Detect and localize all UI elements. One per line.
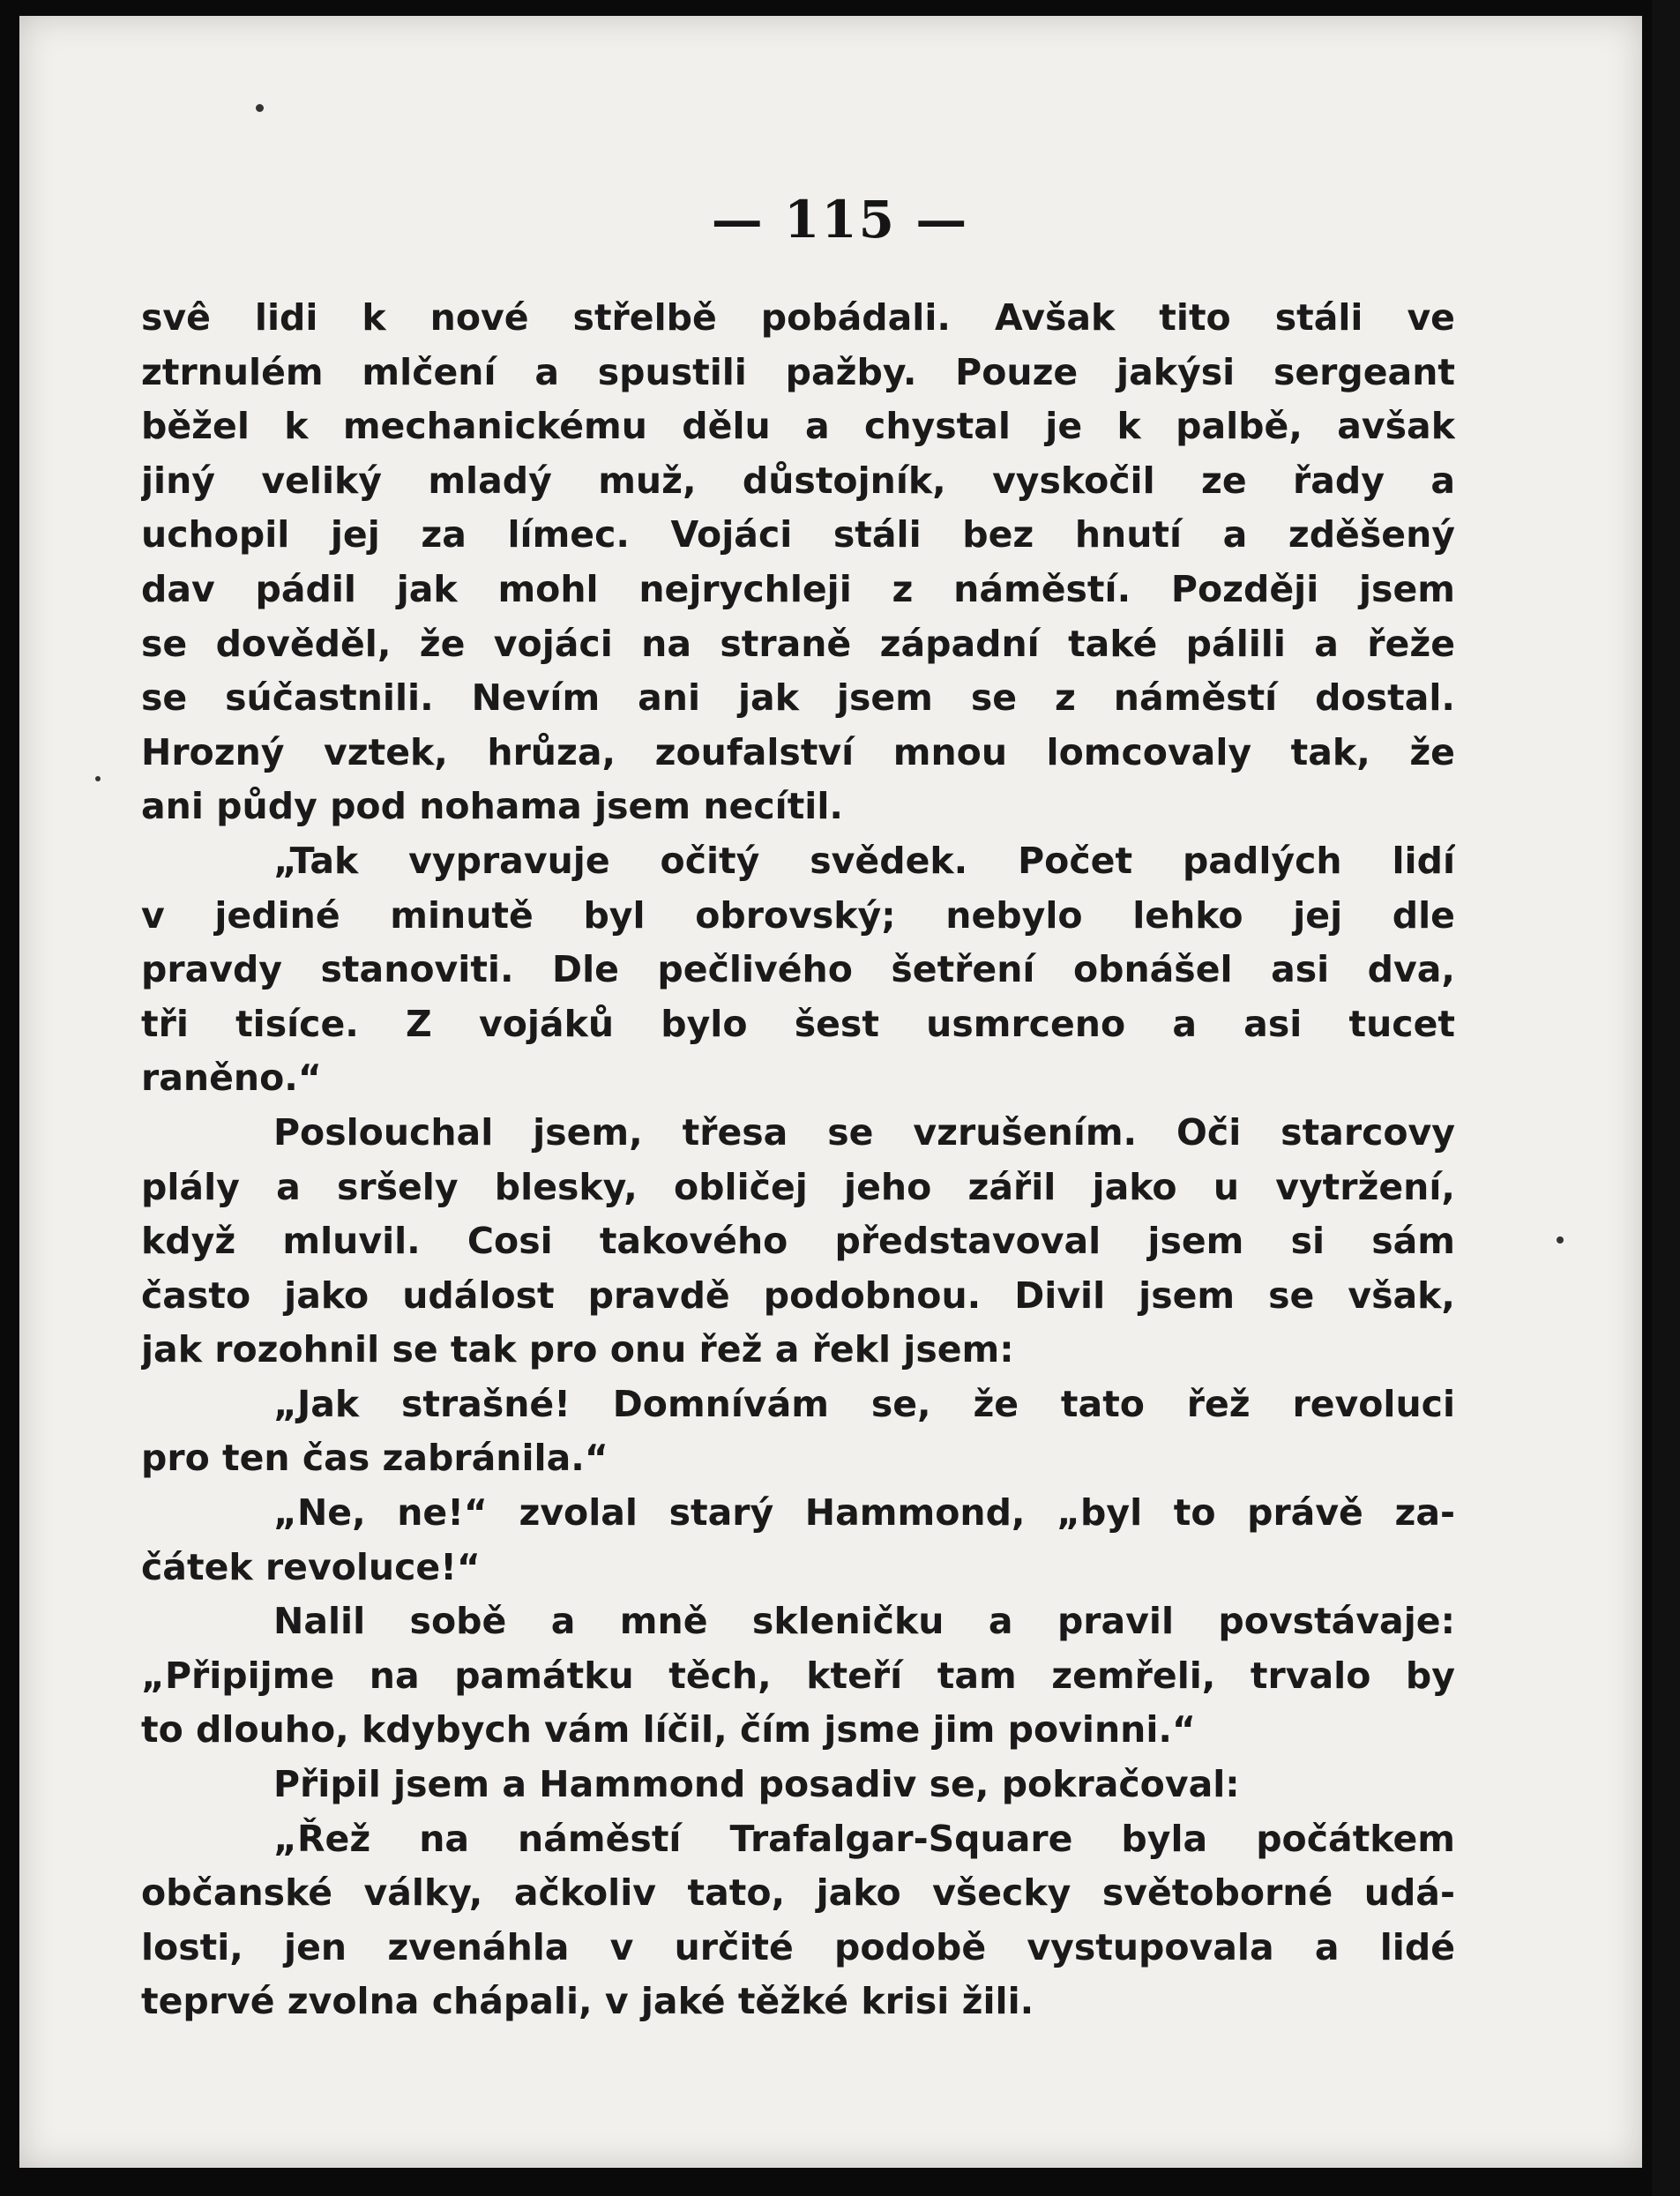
text-line: svê lidi k nové střelbě pobádali. Avšak tito stáli ve — [141, 296, 1455, 339]
text-line: běžel k mechanickému dělu a chystal je k palbě, avšak — [141, 405, 1455, 448]
text-line: se súčastnili. Nevím ani jak jsem se z náměstí dostal. — [141, 676, 1455, 720]
text-line: „Jak strašné! Domnívám se, že tato řež revoluci — [273, 1382, 1455, 1425]
text-line: ztrnulém mlčení a spustili pažby. Pouze jakýsi sergeant — [141, 350, 1455, 393]
text-line: jiný veliký mladý muž, důstojník, vyskočil ze řady a — [141, 459, 1455, 502]
text-line: dav pádil jak mohl nejrychleji z náměstí. Později jsem — [141, 567, 1455, 610]
ink-speck — [256, 104, 264, 112]
text-line: často jako událost pravdě podobnou. Divil jsem se však, — [141, 1274, 1455, 1317]
text-line: pro ten čas zabránila.“ — [141, 1437, 609, 1480]
text-line: v jediné minutě byl obrovský; nebylo lehko jej dle — [141, 893, 1455, 937]
text-line: to dlouho, kdybych vám líčil, čím jsme jim povinni.“ — [141, 1708, 1196, 1752]
text-line: jak rozohnil se tak pro onu řež a řekl jsem: — [141, 1328, 1014, 1371]
text-line: tři tisíce. Z vojáků bylo šest usmrceno a asi tucet — [141, 1002, 1455, 1045]
text-line: „Řež na náměstí Trafalgar-Square byla počátkem — [273, 1817, 1455, 1860]
body-text — [141, 291, 1455, 2029]
text-line: losti, jen zvenáhla v určité podobě vystupovala a lidé — [141, 1925, 1455, 1968]
text-line: Hrozný vztek, hrůza, zoufalství mnou lomcovaly tak, že — [141, 730, 1455, 773]
text-line: „Tak vypravuje očitý svědek. Počet padlých lidí — [273, 839, 1455, 882]
text-line: plály a sršely blesky, obličej jeho zářil jako u vytržení, — [141, 1165, 1455, 1208]
text-line: čátek revoluce!“ — [141, 1545, 481, 1588]
text-line: uchopil jej za límec. Vojáci stáli bez hnutí a zděšený — [141, 513, 1455, 556]
text-line: „Ne, ne!“ zvolal starý Hammond, „byl to právě za- — [273, 1491, 1455, 1535]
ink-speck — [1557, 1236, 1564, 1244]
text-line: se dověděl, že vojáci na straně západní také pálili a řeže — [141, 622, 1455, 665]
ink-speck — [95, 776, 101, 781]
text-line: Poslouchal jsem, třesa se vzrušením. Oči starcovy — [273, 1110, 1455, 1154]
text-line: Nalil sobě a mně skleničku a pravil povstávaje: — [273, 1600, 1455, 1643]
text-line: „Připijme na památku těch, kteří tam zemřeli, trvalo by — [141, 1654, 1455, 1697]
text-line: občanské války, ačkoliv tato, jako všecky světoborné udá- — [141, 1871, 1455, 1915]
scan-border — [1652, 0, 1680, 2196]
page-number: — 115 — — [711, 190, 969, 250]
text-line: raněno.“ — [141, 1057, 322, 1100]
text-line: pravdy stanoviti. Dle pečlivého šetření obnášel asi dva, — [141, 948, 1455, 991]
text-line: teprvé zvolna chápali, v jaké těžké krisi žili. — [141, 1980, 1034, 2023]
text-line: když mluvil. Cosi takového představoval jsem si sám — [141, 1220, 1455, 1263]
text-line: Připil jsem a Hammond posadiv se, pokračoval: — [273, 1763, 1240, 1806]
text-line: ani půdy pod nohama jsem necítil. — [141, 785, 843, 828]
